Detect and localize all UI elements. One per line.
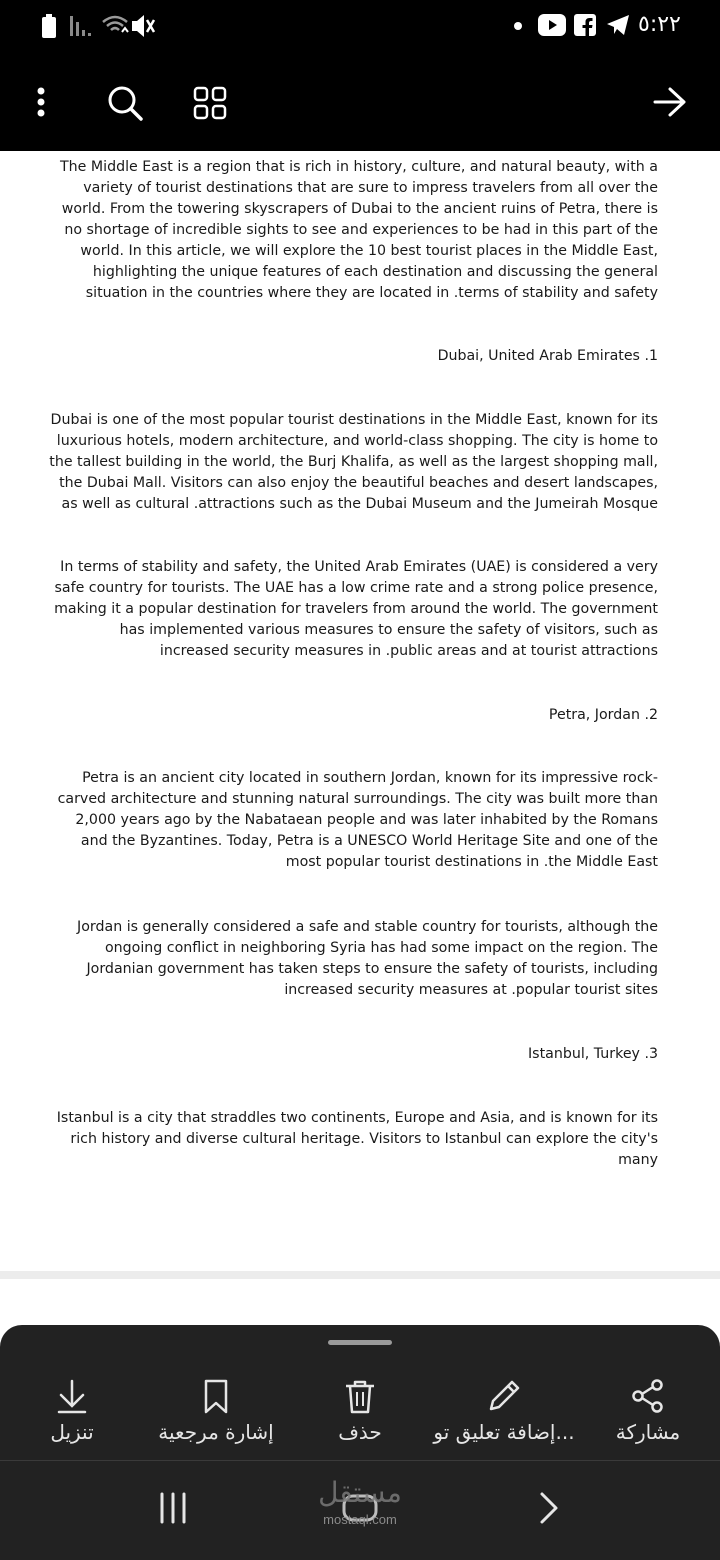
- intro-paragraph: The Middle East is a region that is rich in history, culture, and natural beauty, with a variety of tourist destinations that are sure to impress travelers from all over the world. From the towering skyscrapers of Dubai to the ancient ruins of Petra, there is no shortage of incredible sights to see and experiences to be had in this part of the world. In this article, we will explore the 10 best tourist places in the Middle East, highlighting the unique features of each destination and discussing the general situation in the countries where they are located in .terms of stability and safety: [59, 159, 658, 301]
- forward-chevron-icon[interactable]: [536, 1490, 562, 1526]
- share-button[interactable]: [576, 1378, 720, 1450]
- dubai-paragraph: Dubai is one of the most popular tourist destinations in the Middle East, known for its luxurious hotels, modern architecture, and world-class shopping. The city is home to the tallest building in the world, the Burj Khalifa, as well as the largest shopping mall, the Dubai Mall. Visitors can also enjoy the beautiful beaches and desert landscapes, as well as cultural .attractions such as the Dubai Museum and the Jumeirah Mosque: [49, 412, 658, 512]
- bookmark-button[interactable]: [144, 1378, 288, 1450]
- recent-apps-icon[interactable]: [158, 1490, 188, 1526]
- mute-icon: [130, 12, 156, 40]
- document-page[interactable]: [0, 151, 720, 1271]
- signal-icon: [68, 14, 92, 38]
- jordan-safety-paragraph: Jordan is generally considered a safe and stable country for tourists, although the ongoing conflict in neighboring Syria has had some impact on the region. The Jordanian government has taken steps to ensure the safety of tourists, including increased security measures at .popular tourist sites: [77, 919, 658, 998]
- page-divider: [0, 1271, 720, 1279]
- facebook-icon: [574, 14, 596, 36]
- download-button[interactable]: [0, 1378, 144, 1450]
- status-bar: [0, 0, 720, 52]
- add-comment-label: إضافة تعليق تو...: [433, 1420, 575, 1444]
- notification-dot-icon: [514, 22, 522, 30]
- more-options-icon[interactable]: [34, 86, 48, 118]
- back-arrow-icon[interactable]: [652, 86, 688, 118]
- watermark: [300, 1478, 420, 1534]
- status-time: ٥:٢٢: [638, 12, 681, 37]
- delete-button[interactable]: [288, 1378, 432, 1450]
- download-icon: [54, 1378, 90, 1414]
- section-heading-istanbul: Istanbul, Turkey .3: [528, 1046, 658, 1062]
- dubai-safety-paragraph: In terms of stability and safety, the United Arab Emirates (UAE) is considered a very safe country for tourists. The UAE has a low crime rate and a strong police presence, making it a popular destination for travelers from around the world. The government has implemented various measures to ensure the safety of visitors, such as increased security measures in .public areas and at tourist attractions: [54, 559, 658, 659]
- sheet-separator: [0, 1460, 720, 1461]
- trash-icon: [342, 1378, 378, 1414]
- delete-label: حذف: [338, 1420, 382, 1444]
- sheet-drag-handle[interactable]: [328, 1340, 392, 1345]
- app-toolbar: [0, 52, 720, 151]
- battery-icon: [42, 14, 56, 38]
- istanbul-paragraph: Istanbul is a city that straddles two continents, Europe and Asia, and is known for its rich history and diverse cultural heritage. Visitors to Istanbul can explore the city's many: [56, 1110, 658, 1168]
- bookmark-label: إشارة مرجعية: [158, 1420, 274, 1444]
- youtube-icon: [538, 14, 566, 36]
- share-label: مشاركة: [615, 1420, 681, 1444]
- bookmark-icon: [198, 1378, 234, 1414]
- pages-grid-icon[interactable]: [192, 85, 228, 121]
- search-icon[interactable]: [106, 84, 144, 122]
- wifi-icon: [100, 12, 130, 38]
- share-icon: [630, 1378, 666, 1414]
- section-heading-petra: Petra, Jordan .2: [548, 707, 658, 723]
- download-label: تنزيل: [50, 1420, 94, 1444]
- add-comment-button[interactable]: [432, 1378, 576, 1450]
- telegram-icon: [606, 14, 630, 36]
- watermark-text: mostaql.com: [323, 1512, 397, 1527]
- watermark-arabic-logo: مستقل: [318, 1476, 402, 1509]
- petra-paragraph: Petra is an ancient city located in southern Jordan, known for its impressive rock-carved architecture and stunning natural surroundings. The city was built more than 2,000 years ago by the Nabataean people and was later inhabited by the Romans and the Byzantines. Today, Petra is a UNESCO World Heritage Site and one of the most popular tourist destinations in .the Middle East: [57, 770, 658, 870]
- section-heading-dubai: Dubai, United Arab Emirates .1: [437, 348, 658, 364]
- pencil-icon: [486, 1378, 522, 1414]
